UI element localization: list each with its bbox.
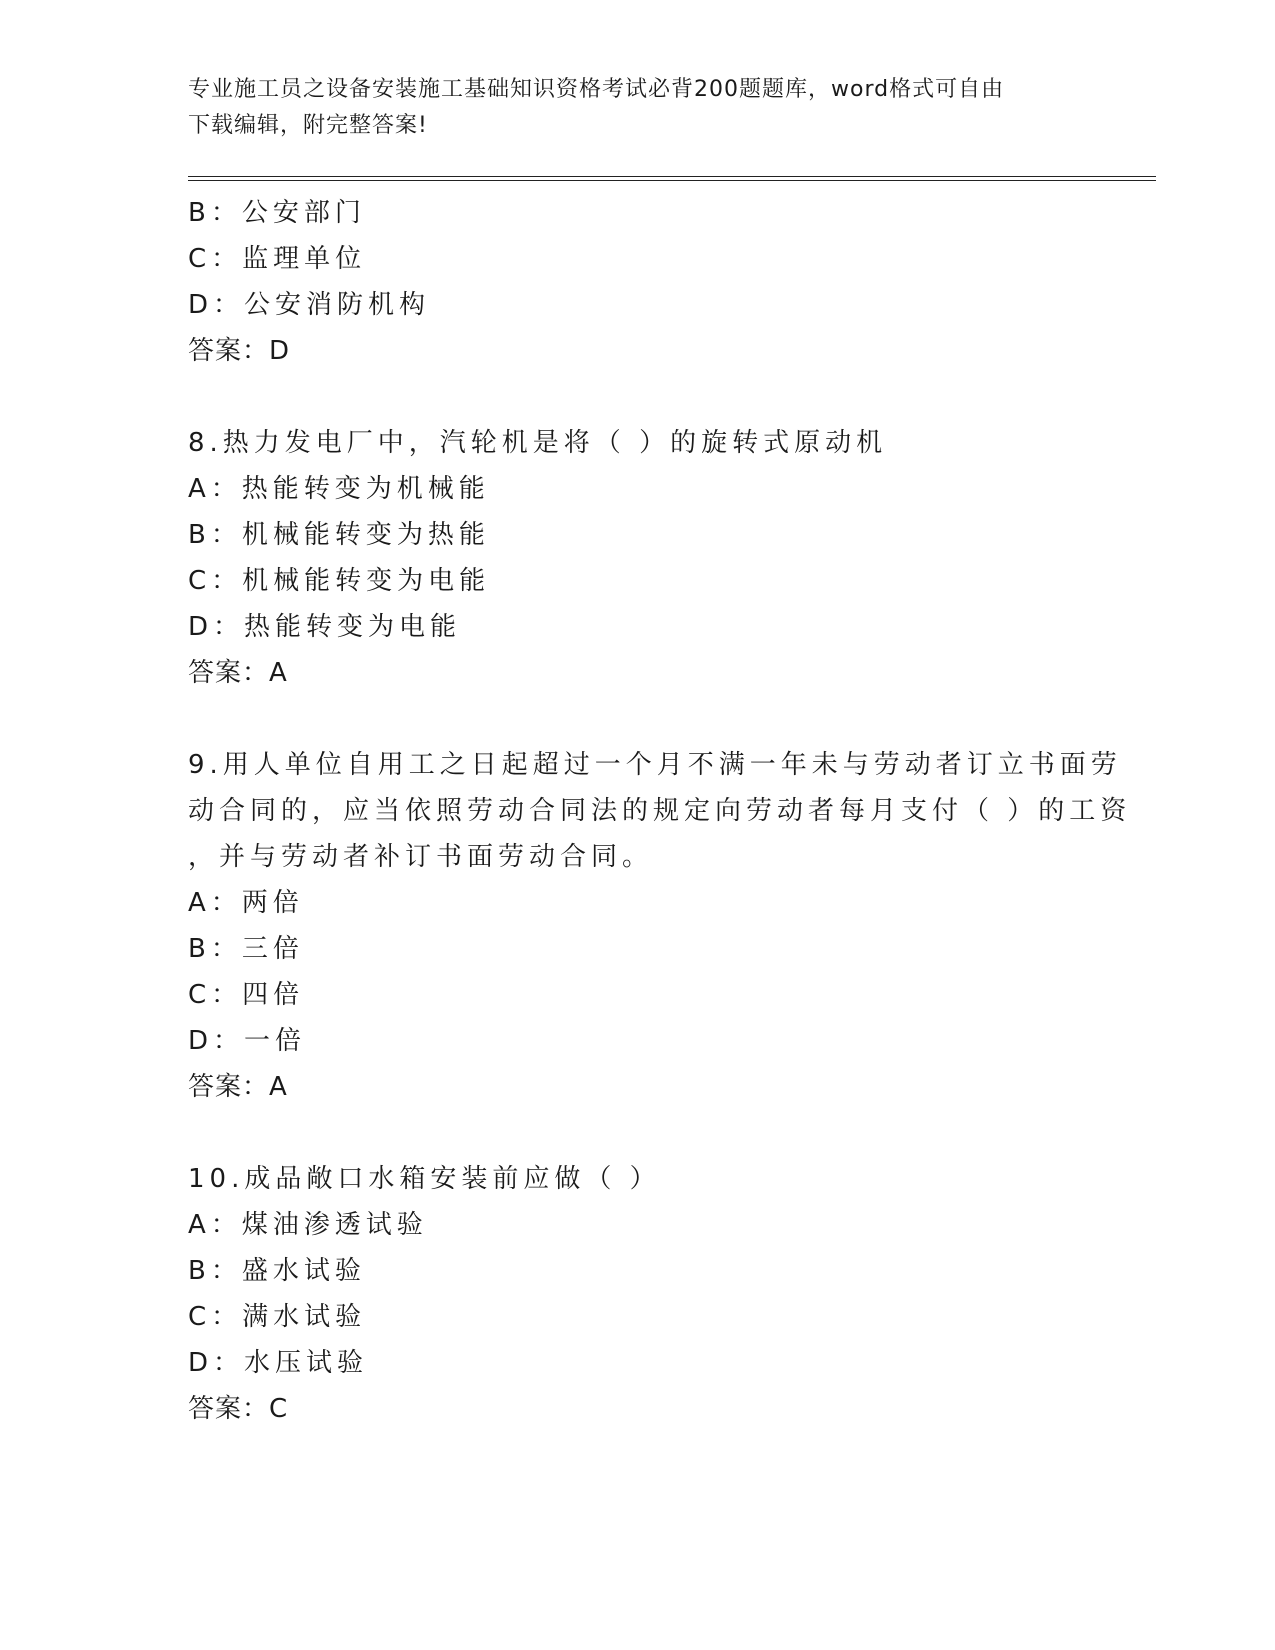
question-stem: 10.成品敞口水箱安装前应做（ ）: [188, 1164, 661, 1194]
answer-line: 答案：A: [188, 1072, 288, 1102]
option-c: C：监理单位: [188, 244, 367, 274]
option-d: D：热能转变为电能: [188, 612, 462, 642]
question-9: [188, 742, 1132, 1110]
option-d: D：一倍: [188, 1026, 307, 1056]
option-c: C：机械能转变为电能: [188, 566, 491, 596]
question-stem-line-2: 动合同的，应当依照劳动合同法的规定向劳动者每月支付（ ）的工资: [188, 796, 1132, 826]
question-10: [188, 1156, 1088, 1432]
answer-line: 答案：A: [188, 658, 288, 688]
option-a: A：两倍: [188, 888, 304, 918]
answer-line: 答案：C: [188, 1394, 289, 1424]
option-b: B：机械能转变为热能: [188, 520, 490, 550]
option-b: B：公安部门: [188, 198, 366, 228]
answer-line: 答案：D: [188, 336, 291, 366]
option-a: A：热能转变为机械能: [188, 474, 490, 504]
document-body: [188, 190, 1132, 1432]
question-stem: 8.热力发电厂中，汽轮机是将（ ）的旋转式原动机: [188, 428, 888, 458]
option-b: B：三倍: [188, 934, 304, 964]
carryover-question: [188, 190, 1088, 374]
header-divider: [188, 176, 1156, 181]
header-line-2: 下载编辑，附完整答案!: [188, 113, 428, 138]
question-stem-line-1: 9.用人单位自用工之日起超过一个月不满一年未与劳动者订立书面劳: [188, 750, 1122, 780]
header-line-1: 专业施工员之设备安装施工基础知识资格考试必背200题题库，word格式可自由: [188, 77, 1005, 102]
document-header: [188, 72, 1068, 144]
option-a: A：煤油渗透试验: [188, 1210, 428, 1240]
question-8: [188, 420, 1088, 696]
option-d: D：水压试验: [188, 1348, 369, 1378]
option-c: C：四倍: [188, 980, 305, 1010]
option-d: D：公安消防机构: [188, 290, 431, 320]
question-stem-line-3: ，并与劳动者补订书面劳动合同。: [188, 842, 654, 872]
option-c: C：满水试验: [188, 1302, 367, 1332]
option-b: B：盛水试验: [188, 1256, 366, 1286]
